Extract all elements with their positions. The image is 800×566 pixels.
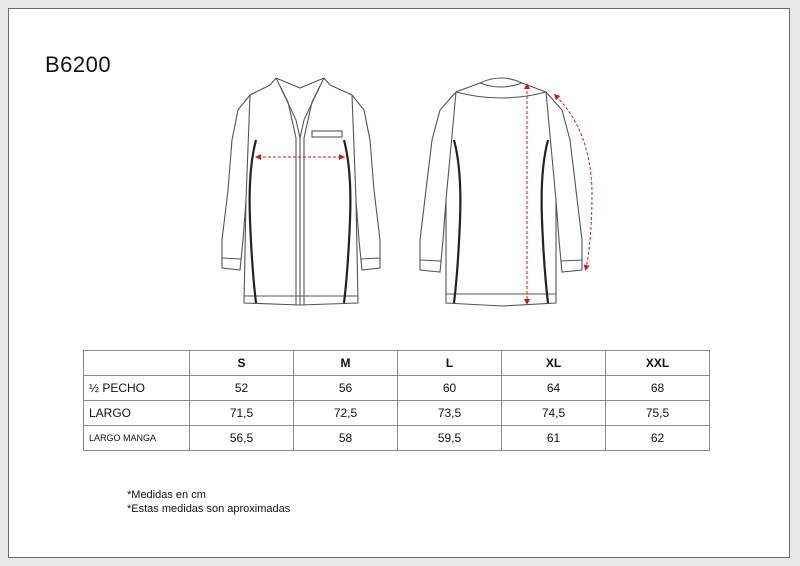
note-units: *Medidas en cm [127, 489, 206, 501]
table-row [84, 376, 710, 401]
size-header: M [294, 351, 398, 376]
back-view-icon [420, 78, 582, 306]
table-cell: 73,5 [398, 401, 502, 426]
table-cell: 56,5 [190, 426, 294, 451]
corner-cell [84, 351, 190, 376]
row-label: LARGO [84, 401, 190, 426]
row-label: ½ PECHO [84, 376, 190, 401]
table-cell: 75,5 [606, 401, 710, 426]
table-cell: 60 [398, 376, 502, 401]
front-left-panel-icon [250, 140, 256, 303]
table-cell: 58 [294, 426, 398, 451]
size-header: XL [502, 351, 606, 376]
front-right-panel-icon [344, 140, 350, 303]
size-header: S [190, 351, 294, 376]
back-left-panel-icon [454, 140, 460, 303]
table-cell: 56 [294, 376, 398, 401]
notes [127, 488, 290, 516]
model-code: B6200 [45, 52, 112, 77]
table-cell: 52 [190, 376, 294, 401]
table-cell: 68 [606, 376, 710, 401]
size-header-row [84, 351, 710, 376]
note-approx: *Estas medidas son aproximadas [127, 503, 291, 515]
table-cell: 61 [502, 426, 606, 451]
table-cell: 71,5 [190, 401, 294, 426]
row-label: LARGO MANGA [84, 426, 190, 451]
sleeve-measure-icon [556, 96, 592, 268]
table-cell: 62 [606, 426, 710, 451]
table-cell: 64 [502, 376, 606, 401]
table-cell: 74,5 [502, 401, 606, 426]
size-header: XXL [606, 351, 710, 376]
table-row [84, 426, 710, 451]
table-cell: 72,5 [294, 401, 398, 426]
front-view-icon [222, 78, 380, 305]
size-header: L [398, 351, 502, 376]
table-row [84, 401, 710, 426]
table-cell: 59,5 [398, 426, 502, 451]
back-right-panel-icon [542, 140, 548, 303]
size-table [83, 350, 710, 451]
